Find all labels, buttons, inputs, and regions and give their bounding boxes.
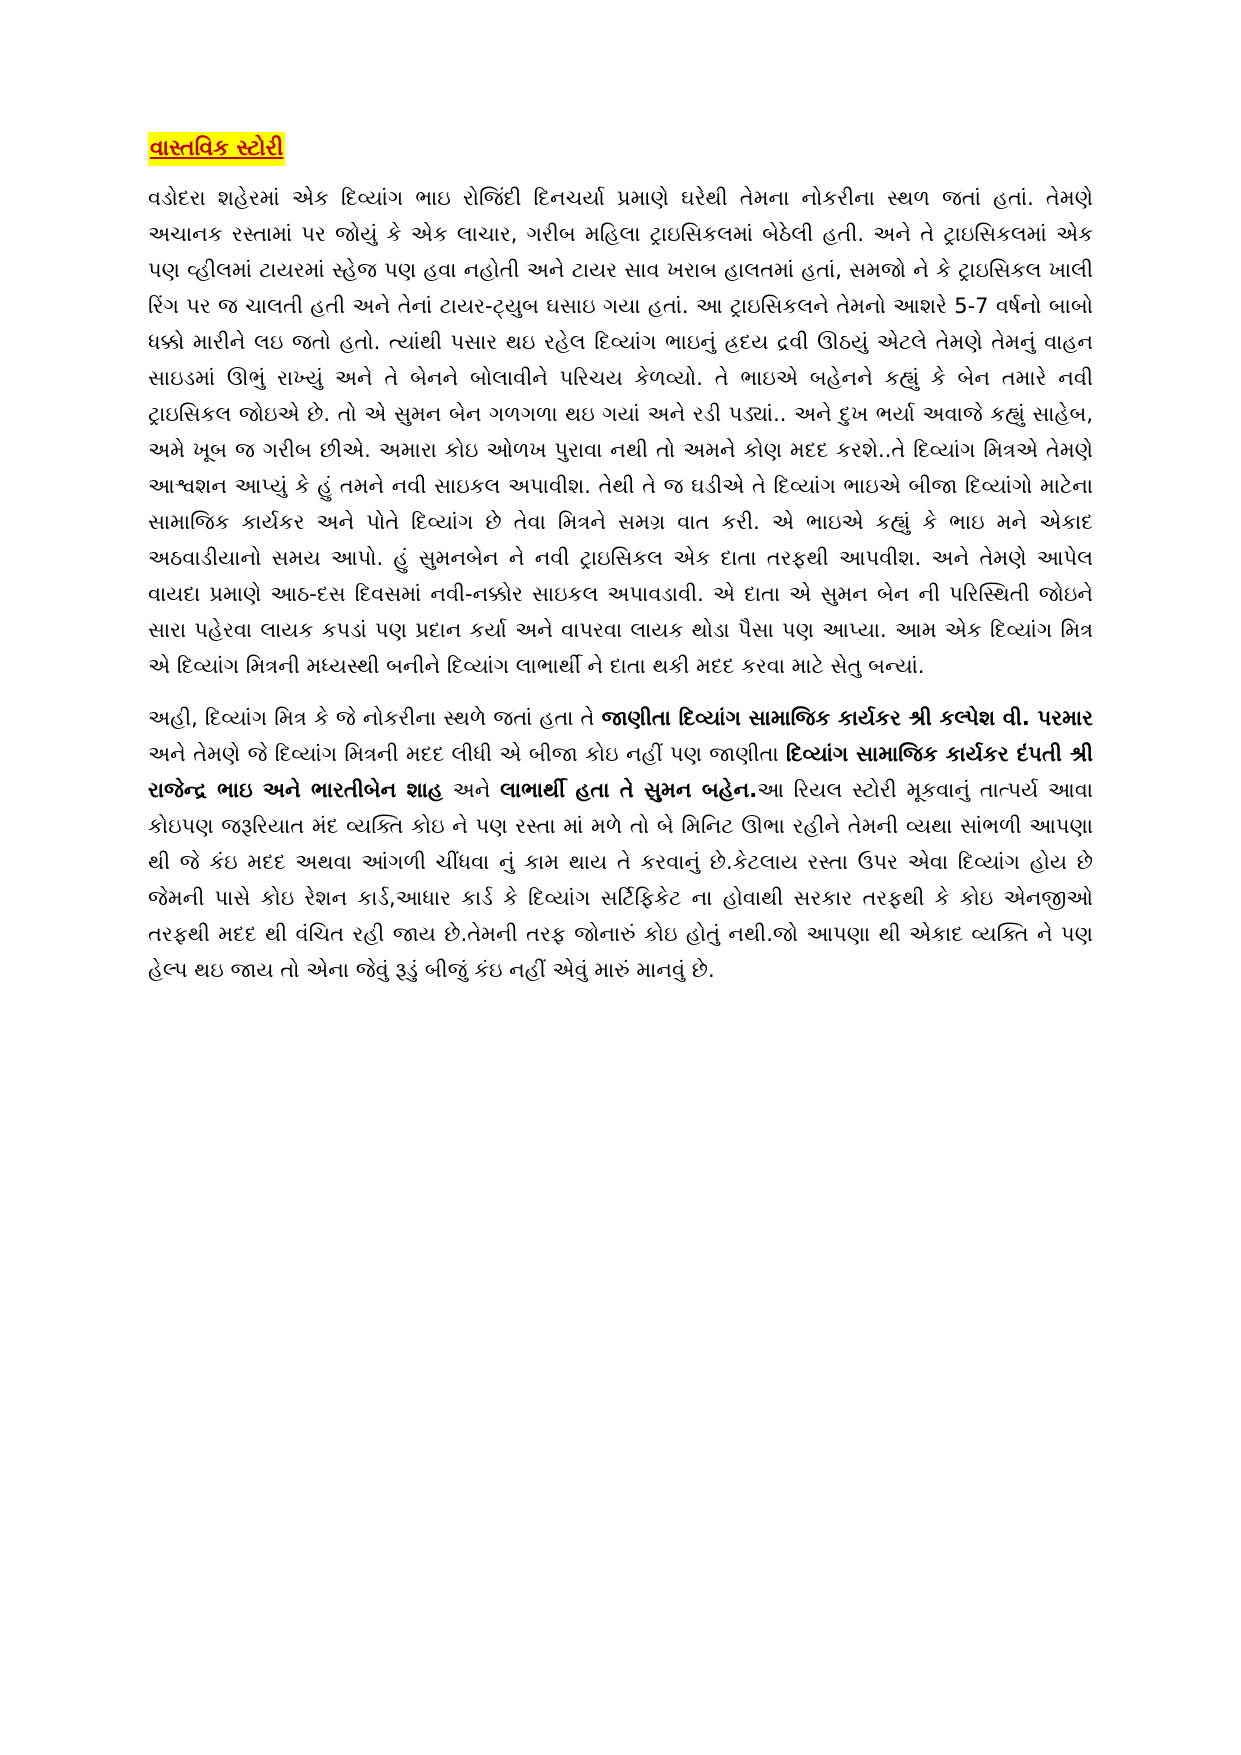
closing-paragraph [148, 700, 1093, 988]
couple-name: દિવ્યાંગ સામાજિક કાર્યકર દંપતી શ્રી રાજેન્દ્ર ભાઇ અને ભારતીબેન શાહ [148, 742, 1093, 802]
closing-text-4: આ રિયલ સ્ટોરી મૂકવાનું તાત્પર્ય આવા કોઇપણ જરૂરિયાત મંદ વ્યક્તિ કોઇ ને પણ રસ્તા માં મળે તો બે મિનિટ ઊભા રહીને તેમની વ્યથા સાંભળી આપણા થી જે કંઇ મદદ અથવા આંગળી ચીંધવા નું કામ થાય તે કરવાનું છે.કેટલાય રસ્તા ઉપર એવા દિવ્યાંગ હોય છે જેમની પાસે કોઇ રેશન કાર્ડ,આધાર કાર્ડ કે દિવ્યાંગ સર્ટિફિકેટ ના હોવાથી સરકાર તરફથી કે કોઇ એનજીઓ તરફથી મદદ થી વંચિત રહી જાય છે.તેમની તરફ જોનારું કોઇ હોતું નથી.જો આપણા થી એકાદ વ્યક્તિ ને પણ હેલ્પ થઇ જાય તો એના જેવું રૂડું બીજું કંઇ નહીં એવું મારું માનવું છે. [148, 778, 1093, 982]
closing-text-2: અને તેમણે જે દિવ્યાંગ મિત્રની મદદ લીધી એ બીજા કોઇ નહીં પણ જાણીતા [148, 742, 786, 766]
closing-text-1: અહી, દિવ્યાંગ મિત્ર કે જે નોકરીના સ્થળે જતાં હતા તે [148, 706, 602, 730]
story-heading: વાસ્તવિક સ્ટોરી [148, 132, 285, 166]
document-page [148, 132, 1093, 988]
closing-text-3: અને [442, 778, 501, 802]
social-worker-name: જાણીતા દિવ્યાંગ સામાજિક કાર્યકર શ્રી કલ્પેશ વી. પરમાર [601, 706, 1093, 730]
story-paragraph: વડોદરા શહેરમાં એક દિવ્યાંગ ભાઇ રોજિંદી દિનચર્યા પ્રમાણે ઘરેથી તેમના નોકરીના સ્થળ જતાં હતાં. તેમણે અચાનક રસ્તામાં પર જોયું કે એક લાચાર, ગરીબ મહિલા ટ્રાઇસિકલમાં બેઠેલી હતી. અને તે ટ્રાઇસિકલમાં એક પણ વ્હીલમાં ટાયરમાં સ્હેજ પણ હવા નહોતી અને ટાયર સાવ ખરાબ હાલતમાં હતાં, સમજો ને કે ટ્રાઇસિકલ ખાલી રિંગ પર જ ચાલતી હતી અને તેનાં ટાયર-ટ્યુબ ઘસાઇ ગયા હતાં. આ ટ્રાઇસિકલને તેમનો આશરે 5-7 વર્ષનો બાબો ધક્કો મારીને લઇ જતો હતો. ત્યાંથી પસાર થઇ રહેલ દિવ્યાંગ ભાઇનું હ્રદય દ્રવી ઊઠયું એટલે તેમણે તેમનું વાહન સાઇડમાં ઊભું રાખ્યું અને તે બેનને બોલાવીને પરિચય કેળવ્યો. તે ભાઇએ બહેનને કહ્યું કે બેન તમારે નવી ટ્રાઇસિકલ જોઇએ છે. તો એ સુમન બેન ગળગળા થઇ ગયાં અને રડી પડ્યાં.. અને દુખ ભર્યા અવાજે કહ્યું સાહેબ, અમે ખૂબ જ ગરીબ છીએ. અમારા કોઇ ઓળખ પુરાવા નથી તો અમને કોણ મદદ કરશે..તે દિવ્યાંગ મિત્રએ તેમણે આશ્વશન આપ્યું કે હું તમને નવી સાઇકલ અપાવીશ. તેથી તે જ ઘડીએ તે દિવ્યાંગ ભાઇએ બીજા દિવ્યાંગો માટેના સામાજિક કાર્યકર અને પોતે દિવ્યાંગ છે તેવા મિત્રને સમગ્ર વાત કરી. એ ભાઇએ કહ્યું કે ભાઇ મને એકાદ અઠવાડીયાનો સમય આપો. હું સુમનબેન ને નવી ટ્રાઇસિકલ એક દાતા તરફથી આપવીશ. અને તેમણે આપેલ વાયદા પ્રમાણે આઠ-દસ દિવસમાં નવી-નક્કોર સાઇકલ અપાવડાવી. એ દાતા એ સુમન બેન ની પરિસ્થિતી જોઇને સારા પહેરવા લાયક કપડાં પણ પ્રદાન કર્યા અને વાપરવા લાયક થોડા પૈસા પણ આપ્યા. આમ એક દિવ્યાંગ મિત્ર એ દિવ્યાંગ મિત્રની મધ્યસ્થી બનીને દિવ્યાંગ લાભાર્થી ને દાતા થકી મદદ કરવા માટે સેતુ બન્યાં. [148, 186, 1093, 678]
beneficiary-name: લાભાર્થી હતા તે સુમન બહેન. [500, 778, 758, 802]
